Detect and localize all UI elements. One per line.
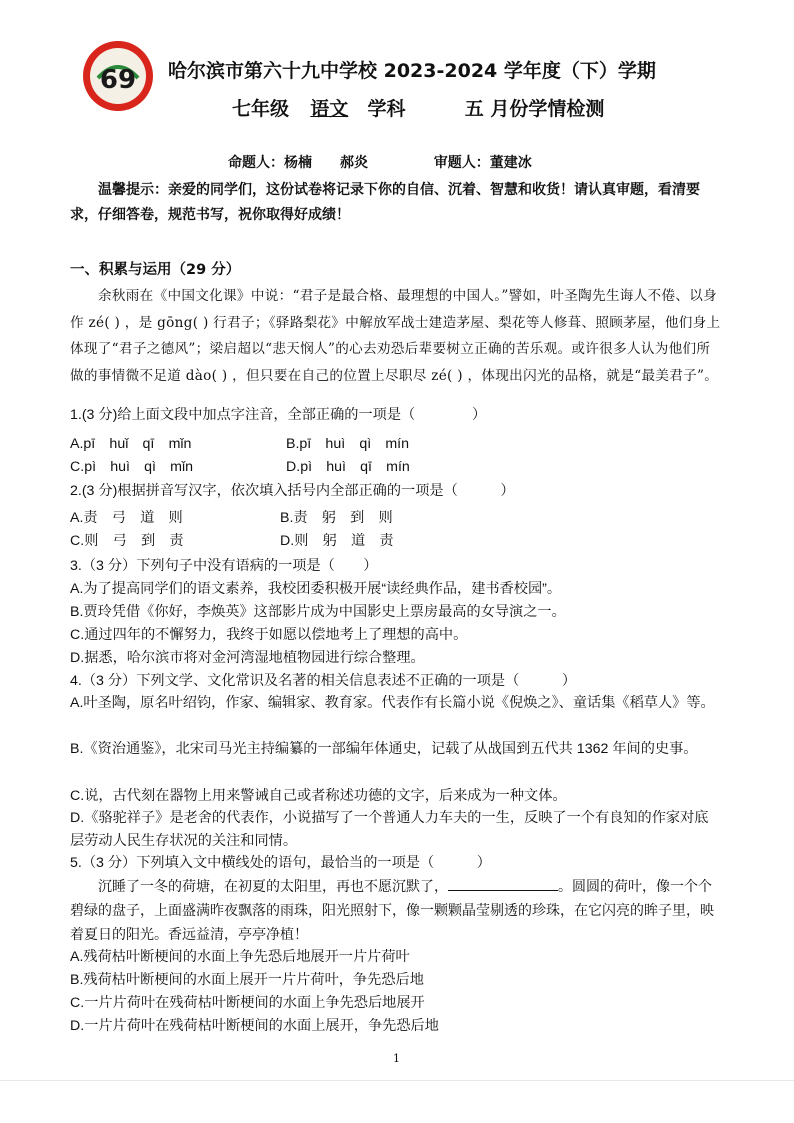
q3-option-c: C.通过四年的不懈努力，我终于如愿以偿地考上了理想的高中。 bbox=[70, 627, 468, 643]
q5-option-c: C.一片片荷叶在残荷枯叶断梗间的水面上争先恐后地展开 bbox=[70, 995, 425, 1011]
setter-label: 命题人：杨楠 郝炎 bbox=[228, 155, 368, 171]
q2-option-c: C.则 弓 到 责 bbox=[70, 533, 184, 549]
page-number: 1 bbox=[393, 1052, 400, 1065]
page-footer-divider bbox=[0, 1080, 794, 1081]
q4-option-b: B.《资治通鉴》，北宋司马光主持编纂的一部编年体通史，记载了从战国到五代共 1362 年间的史事。 bbox=[70, 741, 698, 757]
q5-option-d: D.一片片荷叶在残荷枯叶断梗间的水面上展开，争先恐后地 bbox=[70, 1018, 439, 1034]
logo-number: 69 bbox=[99, 65, 137, 95]
reading-passage: 余秋雨在《中国文化课》中说：“君子是最合格、最理想的中国人。”譬如，叶圣陶先生诲人不倦、以身作 zé( ) ，是 gōng( ) 行君子；《驿路梨花》中解放军战士建造茅屋、梨花等人修葺、照顾茅屋，他们身上体现了“君子之德风”；梁启超以“悲天悯人”的心去劝恐后辈要树立正确的苦乐观。或许很多人认为他们所做的事情微不足道 dào( ) ，但只要在自己的位置上尽职尽 zé( ) ，体现出闪光的品格，就是“最美君子”。 bbox=[70, 288, 721, 384]
q5-passage-part2: 。圆圆的荷叶，像一个个碧绿的盘子，上面盛满昨夜飘落的雨珠，阳光照射下，像一颗颗晶莹剔透的珍珠，在它闪亮的眸子里，映着夏日的阳光。香远益清，亭亭净植！ bbox=[70, 879, 714, 943]
q3-option-a: A.为了提高同学们的语文素养，我校团委积极开展“读经典作品，建书香校园”。 bbox=[70, 581, 562, 597]
question-3-stem: 3.（3 分）下列句子中没有语病的一项是（ ） bbox=[70, 558, 378, 574]
exam-month-label: 五 月份学情检测 bbox=[464, 98, 605, 120]
q5-passage bbox=[70, 875, 722, 947]
q4-option-c: C.说，古代刻在器物上用来警诫自己或者称述功德的文字，后来成为一种文体。 bbox=[70, 788, 567, 804]
school-logo bbox=[80, 38, 156, 114]
reviewer-label: 审题人：董建冰 bbox=[433, 155, 532, 171]
subject-suffix: 学科 bbox=[367, 98, 406, 120]
question-2-stem: 2.(3 分)根据拼音写汉字，依次填入括号内全部正确的一项是（ ） bbox=[70, 483, 515, 499]
q2-option-d: D.则 躬 道 责 bbox=[280, 533, 394, 549]
q2-option-b: B.责 躬 到 则 bbox=[280, 510, 393, 526]
question-5-stem: 5.（3 分）下列填入文中横线处的语句，最恰当的一项是（ ） bbox=[70, 855, 491, 871]
question-4-stem: 4.（3 分）下列文学、文化常识及名著的相关信息表述不正确的一项是（ ） bbox=[70, 673, 577, 689]
q5-passage-part1: 沉睡了一冬的荷塘，在初夏的太阳里，再也不愿沉默了， bbox=[98, 879, 448, 895]
q5-option-b: B.残荷枯叶断梗间的水面上展开一片片荷叶，争先恐后地 bbox=[70, 972, 424, 988]
section-heading-1: 一、积累与运用（29 分） bbox=[70, 262, 241, 278]
q4-option-d: D.《骆驼祥子》是老舍的代表作，小说描写了一个普通人力车夫的一生，反映了一个有良知的作家对底层劳动人民生存状况的关注和同情。 bbox=[70, 810, 709, 849]
q3-option-d: D.据悉，哈尔滨市将对金河湾湿地植物园进行综合整理。 bbox=[70, 650, 425, 666]
exam-title-line1: 哈尔滨市第六十九中学校 2023-2024 学年度（下）学期 bbox=[168, 60, 656, 82]
q1-option-b: B.pī huì qì mín bbox=[286, 436, 410, 452]
authors-line bbox=[228, 152, 532, 172]
q4-option-a: A.叶圣陶，原名叶绍钧，作家、编辑家、教育家。代表作有长篇小说《倪焕之》、童话集《稻草人》等。 bbox=[70, 695, 715, 711]
subject-label: 语文 bbox=[310, 98, 349, 120]
grade-label: 七年级 bbox=[232, 98, 290, 120]
question-1-stem: 1.(3 分)给上面文段中加点字注音，全部正确的一项是（ ） bbox=[70, 407, 487, 423]
q2-option-a: A.责 弓 道 则 bbox=[70, 510, 183, 526]
exam-title-line2 bbox=[232, 94, 604, 121]
q5-option-a: A.残荷枯叶断梗间的水面上争先恐后地展开一片片荷叶 bbox=[70, 949, 410, 965]
q3-option-b: B.贾玲凭借《你好，李焕英》这部影片成为中国影史上票房最高的女导演之一。 bbox=[70, 604, 566, 620]
q1-option-c: C.pì huì qì mǐn bbox=[70, 459, 193, 475]
school-logo-emblem bbox=[80, 38, 156, 114]
q5-blank-line bbox=[448, 876, 558, 891]
warm-tip: 温馨提示：亲爱的同学们，这份试卷将记录下你的自信、沉着、智慧和收货！请认真审题，看清要求，仔细答卷，规范书写，祝你取得好成绩！ bbox=[70, 182, 700, 223]
q1-option-d: D.pì huì qī mín bbox=[286, 459, 410, 475]
q1-option-a: A.pī huǐ qī mǐn bbox=[70, 436, 192, 452]
